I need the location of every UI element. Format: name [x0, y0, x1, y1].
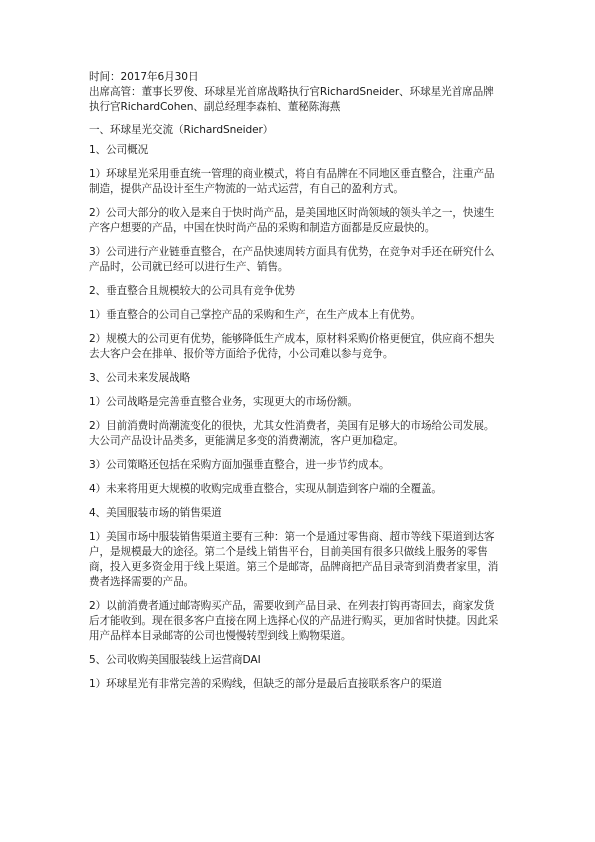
section-heading-3: 3、公司未来发展战略 [89, 372, 191, 384]
paragraph: 2）以前消费者通过邮寄购买产品，需要收到产品目录、在列表打钩再寄回去，商家发货后才能收到。现在很多客户直接在网上选择心仪的产品进行购买，更加省时快捷。因此采用产品样本目录邮寄的公司也慢慢转型到线上购物渠道。 [89, 600, 499, 642]
document-body [89, 70, 503, 692]
paragraph: 1）环球星光有非常完善的采购线，但缺乏的部分是最后直接联系客户的渠道 [89, 678, 442, 690]
paragraph: 1）环球星光采用垂直统一管理的商业模式，将自有品牌在不同地区垂直整合，注重产品制造，提供产品设计至生产物流的一站式运营，有自己的盈利方式。 [89, 168, 495, 195]
meeting-time: 时间：2017年6月30日 [89, 71, 199, 83]
paragraph: 2）规模大的公司更有优势，能够降低生产成本，原材料采购价格更便宜，供应商不想失去大客户会在排单、报价等方面给予优待，小公司难以参与竞争。 [89, 333, 495, 360]
meeting-attendees: 出席高管：董事长罗俊、环球星光首席战略执行官RichardSneider、环球星光首席品牌执行官RichardCohen、副总经理李森柏、董秘陈海燕 [89, 86, 494, 113]
paragraph: 1）美国市场中服装销售渠道主要有三种：第一个是通过零售商、超市等线下渠道到达客户，是规模最大的途径。第二个是线上销售平台，目前美国有很多只做线上服务的零售商，投入更多资金用于线上渠道。第三个是邮寄，品牌商把产品目录寄到消费者家里，消费者选择需要的产品。 [89, 531, 499, 588]
paragraph: 2）目前消费时尚潮流变化的很快，尤其女性消费者，美国有足够大的市场给公司发展。大公司产品设计品类多，更能满足多变的消费潮流，客户更加稳定。 [89, 420, 495, 447]
paragraph: 4）未来将用更大规模的收购完成垂直整合，实现从制造到客户端的全覆盖。 [89, 483, 442, 495]
section-heading-2: 2、垂直整合且规模较大的公司具有竞争优势 [89, 285, 296, 297]
paragraph: 1）公司战略是完善垂直整合业务，实现更大的市场份额。 [89, 396, 358, 408]
section-heading-1: 1、公司概况 [89, 144, 149, 156]
paragraph: 3）公司策略还包括在采购方面加强垂直整合，进一步节约成本。 [89, 459, 390, 471]
paragraph: 1）垂直整合的公司自己掌控产品的采购和生产，在生产成本上有优势。 [89, 309, 421, 321]
paragraph: 3）公司进行产业链垂直整合，在产品快速周转方面具有优势，在竞争对手还在研究什么产品时，公司就已经可以进行生产、销售。 [89, 246, 495, 273]
section-heading-main: 一、环球星光交流（RichardSneider） [89, 124, 274, 136]
section-heading-4: 4、美国服装市场的销售渠道 [89, 507, 222, 519]
section-heading-5: 5、公司收购美国服装线上运营商DAI [89, 654, 261, 666]
paragraph: 2）公司大部分的收入是来自于快时尚产品，是美国地区时尚领域的领头羊之一，快速生产客户想要的产品，中国在快时尚产品的采购和制造方面都是反应最快的。 [89, 207, 495, 234]
